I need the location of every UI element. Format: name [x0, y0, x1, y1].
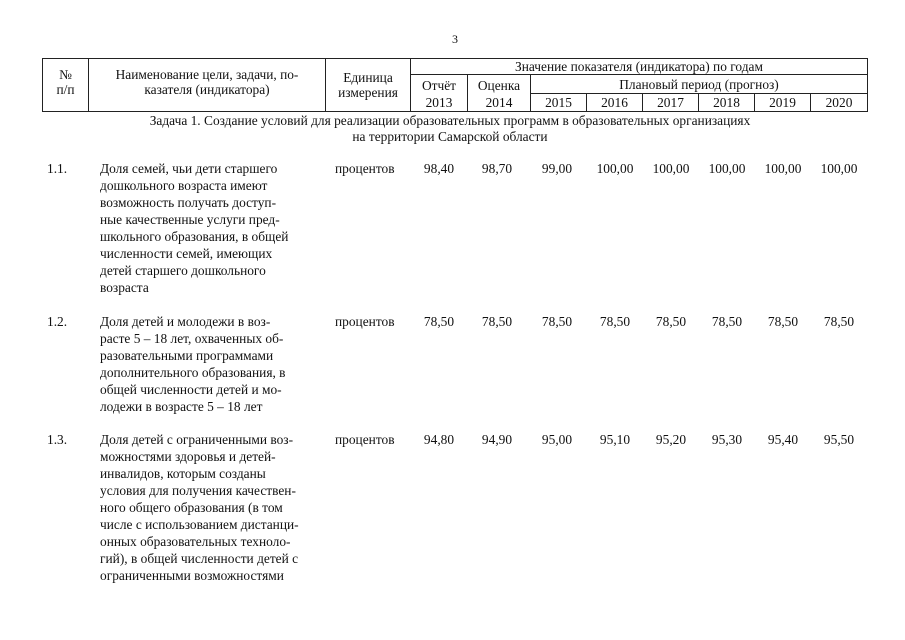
value-2016: 100,00: [596, 161, 634, 176]
name-line: ограниченными возможностями: [100, 568, 284, 583]
name-line: дошкольного возраста имеют: [100, 178, 268, 193]
indicator-name: [100, 160, 325, 296]
name-line: можностями здоровья и детей-: [100, 449, 276, 464]
name-line: гий), в общей численности детей с: [100, 551, 299, 566]
value-2015: 99,00: [541, 161, 573, 176]
col-name-line2: казателя (индикатора): [144, 82, 270, 97]
year-2016: 2016: [601, 95, 628, 110]
value-2017: 95,20: [655, 432, 687, 447]
value-2017: 78,50: [655, 314, 687, 329]
value-2014: 78,50: [481, 314, 513, 329]
indicator-name: [100, 431, 325, 584]
name-line: Доля детей и молодежи в воз-: [100, 314, 271, 329]
name-line: школьного образования, в общей: [100, 229, 289, 244]
value-2013: 94,80: [423, 432, 455, 447]
value-2018: 78,50: [711, 314, 743, 329]
unit: процентов: [335, 314, 395, 329]
name-line: возраста: [100, 280, 149, 295]
col-num-line1: №: [59, 67, 72, 82]
value-2020: 78,50: [823, 314, 855, 329]
value-2017: 100,00: [652, 161, 690, 176]
value-2014: 98,70: [481, 161, 513, 176]
value-2015: 78,50: [541, 314, 573, 329]
value-2016: 95,10: [599, 432, 631, 447]
col-num-line2: п/п: [56, 82, 75, 97]
value-2014: 94,90: [481, 432, 513, 447]
value-2019: 100,00: [764, 161, 802, 176]
value-2020: 95,50: [823, 432, 855, 447]
value-2018: 100,00: [708, 161, 746, 176]
name-line: дополнительного образования, в: [100, 365, 286, 380]
task-line1: Задача 1. Создание условий для реализации образовательных программ в образовательных организациях: [149, 113, 751, 128]
name-line: Доля семей, чьи дети старшего: [100, 161, 278, 176]
row-number: 1.3.: [47, 432, 68, 447]
row-number: 1.1.: [47, 161, 68, 176]
col-name-header: [89, 67, 325, 97]
col-unit-line2: измерения: [338, 85, 398, 100]
value-2013: 98,40: [423, 161, 455, 176]
name-line: числе с использованием дистанци-: [100, 517, 299, 532]
year-2013: 2013: [425, 95, 453, 110]
year-2017: 2017: [657, 95, 684, 110]
value-2016: 78,50: [599, 314, 631, 329]
value-2013: 78,50: [423, 314, 455, 329]
estimate-label: Оценка: [477, 78, 521, 93]
year-2020: 2020: [825, 95, 853, 110]
page-number: 3: [452, 32, 458, 46]
value-2019: 95,40: [767, 432, 799, 447]
name-line: ные качественные услуги пред-: [100, 212, 280, 227]
name-line: расте 5 – 18 лет, охваченных об-: [100, 331, 284, 346]
indicator-name: [100, 313, 325, 415]
name-line: разовательными программами: [100, 348, 274, 363]
row-number: 1.2.: [47, 314, 68, 329]
year-2019: 2019: [769, 95, 796, 110]
col-num-header: [43, 67, 88, 97]
year-2014: 2014: [485, 95, 513, 110]
value-2015: 95,00: [541, 432, 573, 447]
name-line: численности семей, имеющих: [100, 246, 273, 261]
col-name-line1: Наименование цели, задачи, по-: [115, 67, 299, 82]
task-line2: на территории Самарской области: [352, 129, 548, 144]
name-line: инвалидов, которым созданы: [100, 466, 266, 481]
name-line: возможность получать доступ-: [100, 195, 277, 210]
report-label: Отчёт: [421, 78, 457, 93]
year-2015: 2015: [545, 95, 572, 110]
name-line: ного общего образования (в том: [100, 500, 283, 515]
name-line: детей старшего дошкольного: [100, 263, 266, 278]
col-unit-line1: Единица: [343, 70, 393, 85]
name-line: Доля детей с ограниченными воз-: [100, 432, 294, 447]
unit: процентов: [335, 161, 395, 176]
name-line: общей численности детей и мо-: [100, 382, 282, 397]
name-line: онных образовательных техноло-: [100, 534, 291, 549]
task-heading: [100, 113, 800, 145]
value-2018: 95,30: [711, 432, 743, 447]
unit: процентов: [335, 432, 395, 447]
plan-label: Плановый период (прогноз): [619, 77, 779, 92]
values-title: Значение показателя (индикатора) по годам: [515, 59, 763, 74]
value-2020: 100,00: [820, 161, 858, 176]
value-2019: 78,50: [767, 314, 799, 329]
year-2018: 2018: [713, 95, 740, 110]
name-line: условия для получения качествен-: [100, 483, 296, 498]
name-line: лодежи в возрасте 5 – 18 лет: [100, 399, 263, 414]
col-unit-header: [326, 70, 410, 100]
